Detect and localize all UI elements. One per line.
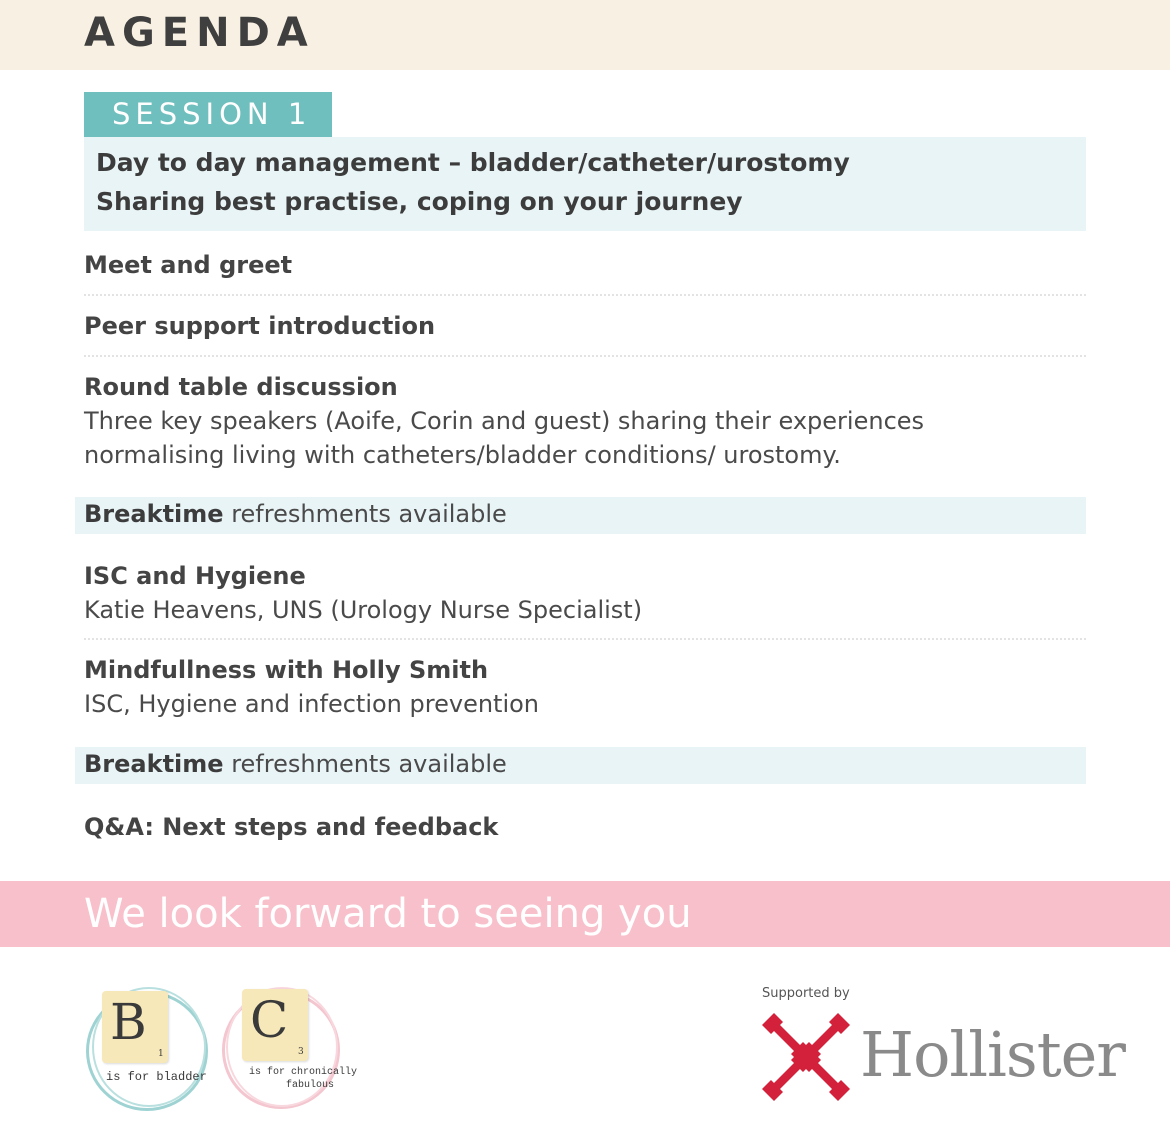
supported-by-label: Supported by	[762, 986, 850, 1001]
agenda-item-mindfulness-desc: ISC, Hygiene and infection prevention	[84, 690, 540, 718]
session-heading-box	[84, 137, 1086, 231]
break-row	[75, 747, 1086, 784]
divider	[84, 355, 1086, 357]
page-title: AGENDA	[84, 10, 315, 56]
break-text: refreshments available	[231, 500, 507, 528]
agenda-item-round-table: Round table discussion	[84, 373, 398, 401]
closing-banner	[0, 881, 1170, 947]
break-label: Breaktime	[84, 500, 224, 528]
logo-caption-c-1: is for chronically	[249, 1067, 358, 1078]
session-tab	[84, 92, 332, 137]
agenda-item-round-table-desc-2: normalising living with catheters/bladder conditions/ urostomy.	[84, 441, 841, 469]
agenda-item-peer-support: Peer support introduction	[84, 312, 436, 340]
c-is-for-chronically-fabulous-logo	[220, 985, 358, 1110]
hollister-wordmark: Hollister	[860, 1018, 1125, 1091]
divider	[84, 294, 1086, 296]
break-text: refreshments available	[231, 750, 507, 778]
break-row	[75, 497, 1086, 534]
session-heading-line-1: Day to day management – bladder/catheter/urostomy	[96, 148, 850, 177]
banner-text: We look forward to seeing you	[84, 891, 692, 937]
break-label: Breaktime	[84, 750, 224, 778]
header-bar	[0, 0, 1170, 70]
agenda-item-qa: Q&A: Next steps and feedback	[84, 813, 499, 841]
agenda-item-isc-hygiene-desc: Katie Heavens, UNS (Urology Nurse Specialist)	[84, 596, 643, 624]
agenda-item-meet-greet: Meet and greet	[84, 251, 293, 279]
session-heading-line-2: Sharing best practise, coping on your journey	[96, 187, 743, 216]
tile-score-c: 3	[298, 1047, 304, 1057]
session-label: SESSION 1	[112, 97, 312, 131]
letter-tile-c	[242, 989, 308, 1061]
divider	[84, 638, 1086, 640]
agenda-item-isc-hygiene: ISC and Hygiene	[84, 562, 306, 590]
agenda-item-mindfulness: Mindfullness with Holly Smith	[84, 656, 489, 684]
agenda-item-round-table-desc-1: Three key speakers (Aoife, Corin and guest) sharing their experiences	[84, 407, 925, 435]
logo-caption-c-2: fabulous	[286, 1080, 335, 1091]
tile-score-b: 1	[158, 1049, 164, 1059]
hollister-mark-icon	[762, 1013, 850, 1101]
logo-caption-b: is for bladder	[106, 1070, 207, 1084]
tile-letter-b: B	[110, 993, 147, 1051]
tile-letter-c: C	[250, 991, 289, 1049]
b-is-for-bladder-logo	[84, 985, 214, 1110]
letter-tile-b	[102, 991, 168, 1063]
